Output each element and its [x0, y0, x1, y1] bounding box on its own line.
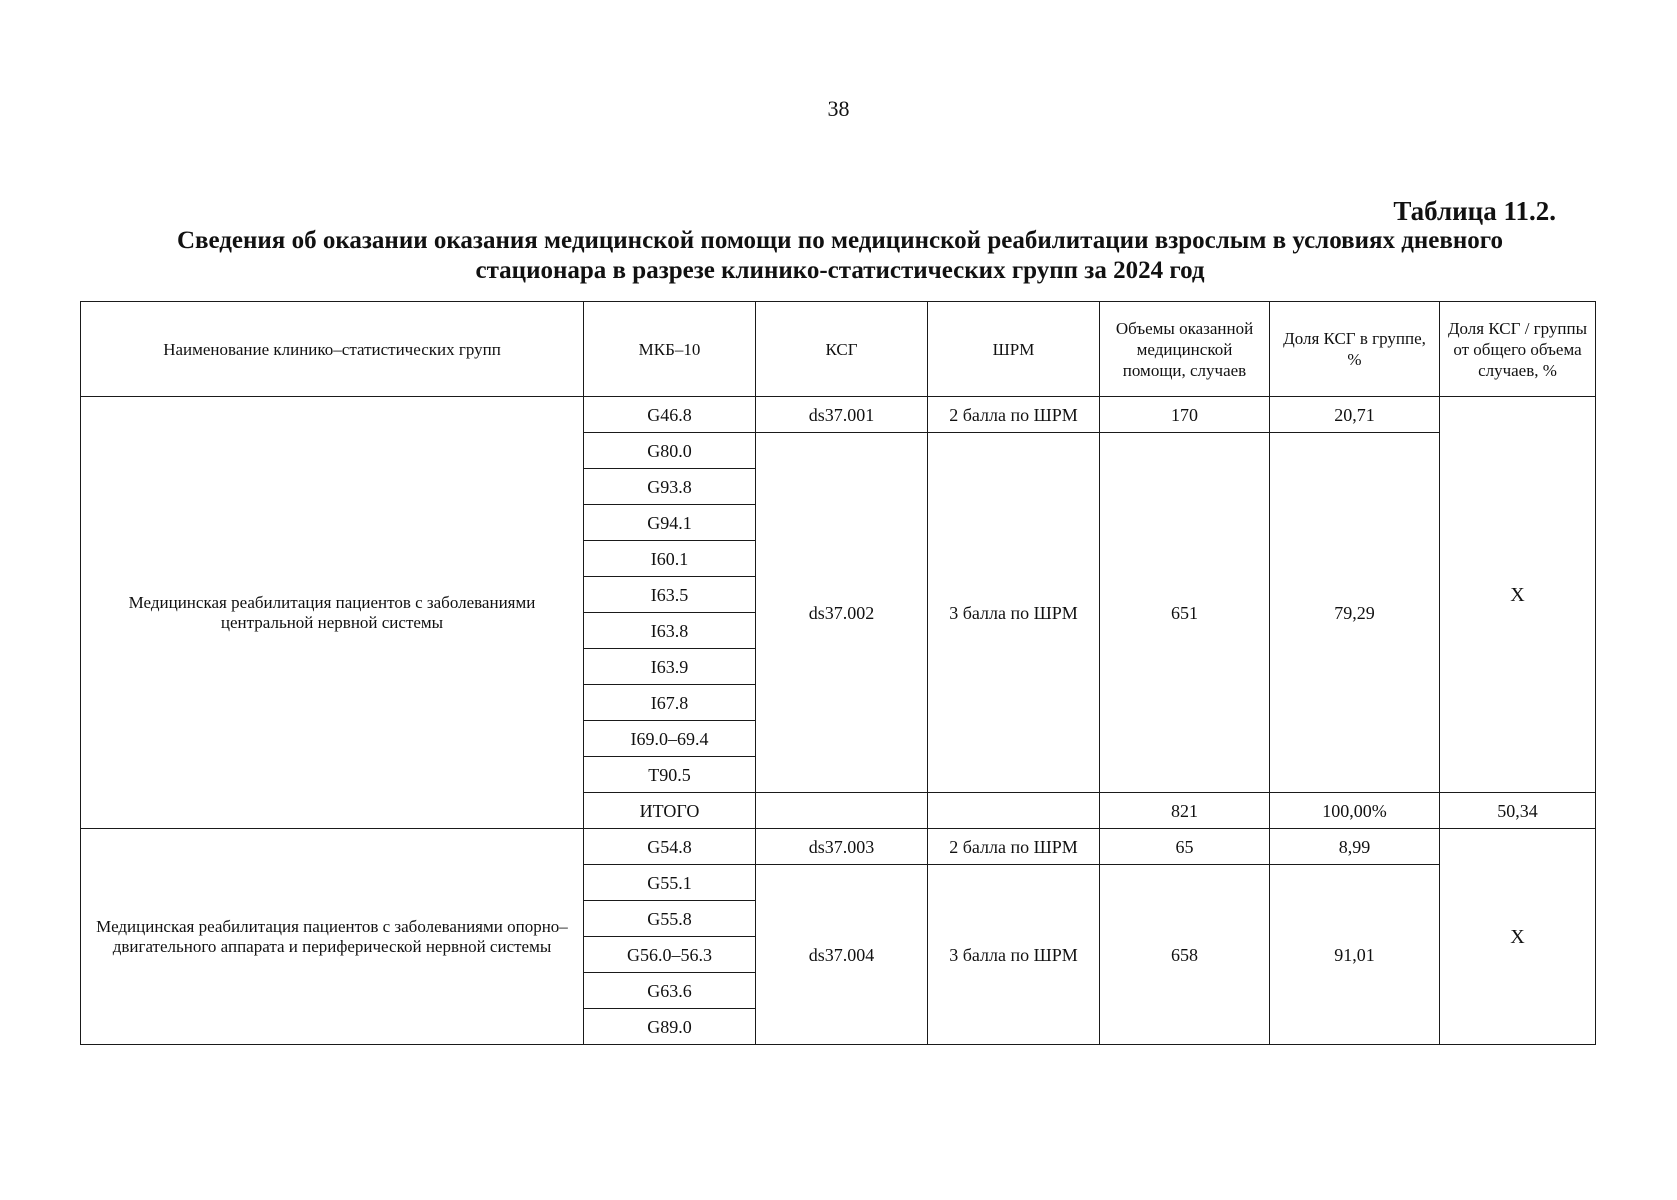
header-ksg: КСГ: [756, 302, 928, 397]
table-number: Таблица 11.2.: [1393, 196, 1556, 226]
header-share-total: Доля КСГ / группы от общего объема случаев, %: [1440, 302, 1596, 397]
group-name: Медицинская реабилитация пациентов с заболеваниями центральной нервной системы: [81, 397, 584, 829]
mkb-code: G80.0: [584, 433, 756, 469]
mkb-code: T90.5: [584, 757, 756, 793]
total-label: ИТОГО: [584, 793, 756, 829]
shrm-value: 2 балла по ШРМ: [928, 397, 1100, 433]
shrm-value: 3 балла по ШРМ: [928, 433, 1100, 793]
volume-value: 65: [1100, 829, 1270, 865]
group-name: Медицинская реабилитация пациентов с заболеваниями опорно–двигательного аппарата и периферической нервной системы: [81, 829, 584, 1045]
mkb-code: G54.8: [584, 829, 756, 865]
mkb-code: G94.1: [584, 505, 756, 541]
total-volume: 821: [1100, 793, 1270, 829]
total-shrm-empty: [928, 793, 1100, 829]
mkb-code: G46.8: [584, 397, 756, 433]
mkb-code: I63.9: [584, 649, 756, 685]
mkb-code: I63.5: [584, 577, 756, 613]
header-mkb: МКБ–10: [584, 302, 756, 397]
mkb-code: I63.8: [584, 613, 756, 649]
mkb-code: G55.1: [584, 865, 756, 901]
ksg-code: ds37.003: [756, 829, 928, 865]
volume-value: 170: [1100, 397, 1270, 433]
total-share: 100,00%: [1270, 793, 1440, 829]
header-shrm: ШРМ: [928, 302, 1100, 397]
mkb-code: G93.8: [584, 469, 756, 505]
volume-value: 658: [1100, 865, 1270, 1045]
page-number: 38: [827, 96, 850, 121]
volume-value: 651: [1100, 433, 1270, 793]
header-share-group: Доля КСГ в группе, %: [1270, 302, 1440, 397]
table-title-line-1: Сведения об оказании оказания медицинской помощи по медицинской реабилитации взрослым в условиях дневного: [176, 227, 1504, 254]
mkb-code: I67.8: [584, 685, 756, 721]
ksg-code: ds37.001: [756, 397, 928, 433]
shrm-value: 2 балла по ШРМ: [928, 829, 1100, 865]
table-row: [81, 397, 1596, 433]
shrm-value: 3 балла по ШРМ: [928, 865, 1100, 1045]
mkb-code: G55.8: [584, 901, 756, 937]
ksg-code: ds37.002: [756, 433, 928, 793]
share-total-cross: Х: [1440, 829, 1596, 1045]
ksg-table: [80, 301, 1596, 1045]
share-value: 20,71: [1270, 397, 1440, 433]
header-group-name: Наименование клинико–статистических групп: [81, 302, 584, 397]
total-share-total: 50,34: [1440, 793, 1596, 829]
ksg-code: ds37.004: [756, 865, 928, 1045]
share-value: 79,29: [1270, 433, 1440, 793]
share-total-cross: Х: [1440, 397, 1596, 793]
mkb-code: G56.0–56.3: [584, 937, 756, 973]
header-volume: Объемы оказанной медицинской помощи, случаев: [1100, 302, 1270, 397]
mkb-code: I69.0–69.4: [584, 721, 756, 757]
table-row: [81, 829, 1596, 865]
header-row: [81, 302, 1596, 397]
mkb-code: G89.0: [584, 1009, 756, 1045]
share-value: 91,01: [1270, 865, 1440, 1045]
share-value: 8,99: [1270, 829, 1440, 865]
table-title-line-2: стационара в разрезе клинико-статистических групп за 2024 год: [475, 257, 1205, 284]
table-title: [60, 226, 1620, 286]
mkb-code: G63.6: [584, 973, 756, 1009]
mkb-code: I60.1: [584, 541, 756, 577]
total-ksg-empty: [756, 793, 928, 829]
